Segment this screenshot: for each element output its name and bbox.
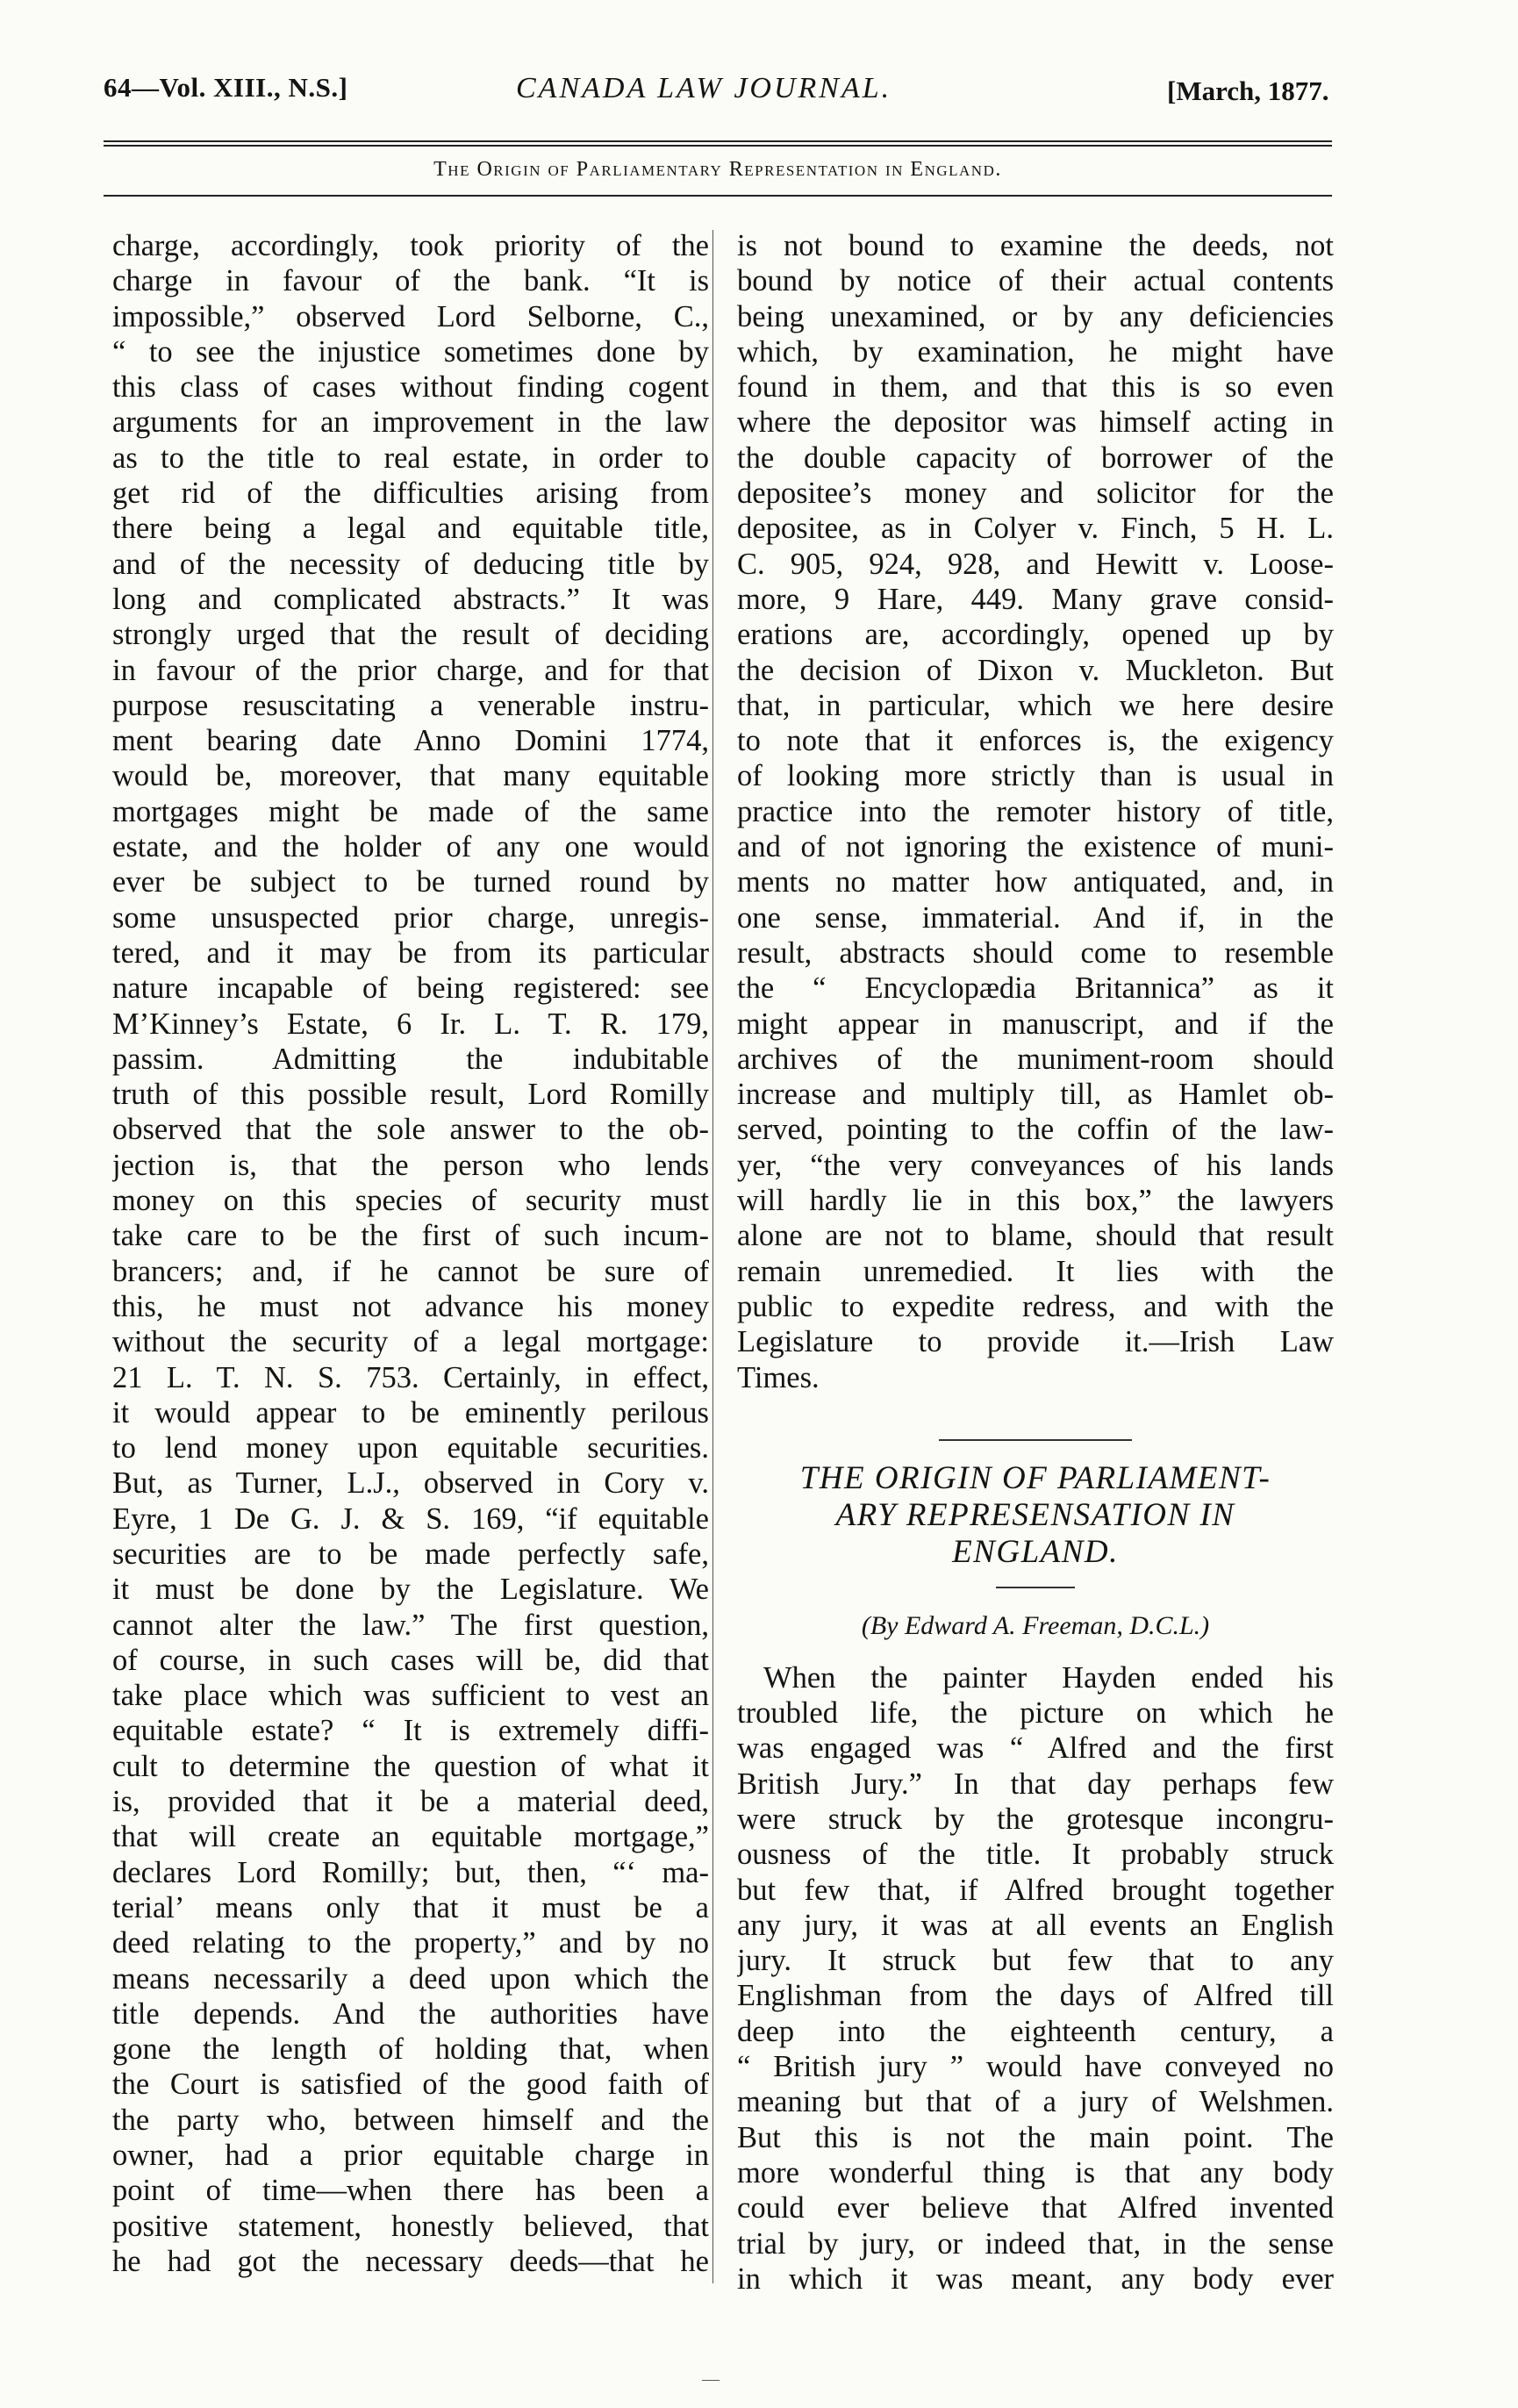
text-line: trial by jury, or indeed that, in the sense: [737, 2226, 1334, 2261]
text-line: “ British jury ” would have conveyed no: [737, 2050, 1334, 2084]
page-header: [104, 63, 1332, 116]
right-column: [737, 228, 1334, 2297]
issue-date: [March, 1877.: [1167, 75, 1329, 106]
text-line: that will create an equitable mortgage,”: [112, 1820, 709, 1854]
text-line: British Jury.” In that day perhaps few: [737, 1767, 1334, 1801]
text-line: as to the title to real estate, in order to: [112, 441, 709, 475]
text-line: some unsuspected prior charge, unregis-: [112, 900, 709, 935]
text-line: remain unremedied. It lies with the: [737, 1254, 1334, 1288]
text-line: one sense, immaterial. And if, in the: [737, 900, 1334, 935]
text-line: M’Kinney’s Estate, 6 Ir. L. T. R. 179,: [112, 1007, 709, 1041]
column-divider: [712, 230, 713, 2283]
text-line: mortgages might be made of the same: [112, 794, 709, 828]
text-line: point of time—when there has been a: [112, 2174, 709, 2208]
text-line: estate, and the holder of any one would: [112, 830, 709, 864]
text-line: might appear in manuscript, and if the: [737, 1007, 1334, 1041]
text-line: cult to determine the question of what it: [112, 1749, 709, 1783]
article-title-line: ARY REPRESENSATION IN: [835, 1496, 1235, 1533]
article-separator: [939, 1439, 1132, 1441]
text-line: C. 905, 924, 928, and Hewitt v. Loose-: [737, 547, 1334, 581]
text-line: was engaged was “ Alfred and the first: [737, 1731, 1334, 1766]
text-line: Eyre, 1 De G. J. & S. 169, “if equitable: [112, 1501, 709, 1536]
text-line: Legislature to provide it.—Irish Law: [737, 1325, 1334, 1359]
text-line: where the depositor was himself acting in: [737, 405, 1334, 440]
text-line: But this is not the main point. The: [737, 2120, 1334, 2154]
article-byline: (By Edward A. Freeman, D.C.L.): [861, 1610, 1210, 1640]
text-line: declares Lord Romilly; but, then, “‘ ma-: [112, 1855, 709, 1889]
text-line: archives of the muniment-room should: [737, 1042, 1334, 1076]
text-line: terial’ means only that it must be a: [112, 1890, 709, 1924]
header-rule-double: [104, 145, 1332, 147]
text-line: were struck by the grotesque incongru-: [737, 1802, 1334, 1836]
text-line: to note that it enforces is, the exigency: [737, 724, 1334, 758]
text-line: erations are, accordingly, opened up by: [737, 618, 1334, 652]
text-line: means necessarily a deed upon which the: [112, 1961, 709, 1996]
text-line: meaning but that of a jury of Welshmen.: [737, 2085, 1334, 2119]
text-line: Englishman from the days of Alfred till: [737, 1979, 1334, 2013]
text-line: owner, had a prior equitable charge in: [112, 2139, 709, 2173]
text-line: there being a legal and equitable title,: [112, 512, 709, 546]
text-line: charge in favour of the bank. “It is: [112, 264, 709, 298]
text-line: take place which was sufficient to vest an: [112, 1679, 709, 1713]
text-line: is, provided that it be a material deed,: [112, 1785, 709, 1819]
text-line: will hardly lie in this box,” the lawyers: [737, 1184, 1334, 1218]
article-title: [737, 1460, 1334, 1571]
title-rule: [996, 1587, 1075, 1588]
text-line: that, in particular, which we here desire: [737, 688, 1334, 722]
text-line: passim. Admitting the indubitable: [112, 1042, 709, 1076]
text-line: result, abstracts should come to resemble: [737, 935, 1334, 970]
text-line: deed relating to the property,” and by no: [112, 1926, 709, 1960]
text-line: charge, accordingly, took priority of the: [112, 229, 709, 262]
article-body: [737, 1660, 1334, 2297]
volume-number: 64—Vol. XIII., N.S.]: [104, 72, 348, 103]
text-line: it must be done by the Legislature. We: [112, 1573, 709, 1607]
text-line: jection is, that the person who lends: [112, 1148, 709, 1182]
header-rule-bottom: [104, 195, 1332, 197]
text-line: ments no matter how antiquated, and, in: [737, 865, 1334, 899]
text-line: get rid of the difficulties arising from: [112, 477, 709, 511]
text-line: this class of cases without finding cogent: [112, 370, 709, 405]
text-line: But, as Turner, L.J., observed in Cory v.: [112, 1466, 709, 1501]
text-line: brancers; and, if he cannot be sure of: [112, 1254, 709, 1288]
text-line: public to expedite redress, and with the: [737, 1289, 1334, 1323]
text-line: the “ Encyclopædia Britannica” as it: [737, 971, 1334, 1006]
text-line: 21 L. T. N. S. 753. Certainly, in effect,: [112, 1360, 709, 1394]
text-line: securities are to be made perfectly safe,: [112, 1537, 709, 1571]
text-line: and of not ignoring the existence of muni-: [737, 830, 1334, 864]
text-line: but few that, if Alfred brought together: [737, 1873, 1334, 1907]
text-line: Times.: [737, 1360, 820, 1394]
text-line: truth of this possible result, Lord Romilly: [112, 1078, 709, 1112]
text-line: bound by notice of their actual contents: [737, 264, 1334, 298]
text-line: the double capacity of borrower of the: [737, 441, 1334, 475]
text-line: found in them, and that this is so even: [737, 370, 1334, 405]
text-line: he had got the necessary deeds—that he: [112, 2244, 709, 2278]
text-line: more wonderful thing is that any body: [737, 2155, 1334, 2189]
text-line: gone the length of holding that, when: [112, 2032, 709, 2067]
text-line: being unexamined, or by any deficiencies: [737, 299, 1334, 333]
page-mark: —: [702, 2369, 720, 2389]
text-line: of looking more strictly than is usual in: [737, 759, 1334, 793]
text-line: When the painter Hayden ended his: [763, 1660, 1334, 1695]
text-line: which, by examination, he might have: [737, 334, 1334, 369]
text-line: deep into the eighteenth century, a: [737, 2014, 1334, 2048]
text-line: it would appear to be eminently perilous: [112, 1395, 709, 1430]
text-line: served, pointing to the coffin of the law-: [737, 1113, 1334, 1147]
text-line: positive statement, honestly believed, that: [112, 2209, 709, 2243]
text-line: depositee’s money and solicitor for the: [737, 477, 1334, 511]
text-line: without the security of a legal mortgage:: [112, 1325, 709, 1359]
text-line: any jury, it was at all events an English: [737, 1908, 1334, 1942]
text-line: to lend money upon equitable securities.: [112, 1431, 709, 1466]
text-line: ment bearing date Anno Domini 1774,: [112, 724, 709, 758]
text-line: purpose resuscitating a venerable instru-: [112, 688, 709, 722]
text-line: strongly urged that the result of deciding: [112, 618, 709, 652]
running-title: The Origin of Parliamentary Representation in England.: [433, 158, 1002, 181]
text-line: long and complicated abstracts.” It was: [112, 582, 709, 616]
text-line: in favour of the prior charge, and for that: [112, 653, 709, 687]
text-line: arguments for an improvement in the law: [112, 405, 709, 440]
text-line: practice into the remoter history of title,: [737, 794, 1334, 828]
text-line: troubled life, the picture on which he: [737, 1696, 1334, 1731]
text-line: of course, in such cases will be, did that: [112, 1643, 709, 1677]
text-line: the party who, between himself and the: [112, 2103, 709, 2137]
text-line: equitable estate? “ It is extremely diffi-: [112, 1714, 709, 1748]
text-line: tered, and it may be from its particular: [112, 935, 709, 970]
header-rule-top: [104, 140, 1332, 142]
text-line: “ to see the injustice sometimes done by: [112, 334, 709, 369]
text-line: impossible,” observed Lord Selborne, C.,: [112, 299, 709, 333]
journal-title: CANADA LAW JOURNAL.: [516, 72, 892, 104]
text-line: cannot alter the law.” The first question,: [112, 1608, 709, 1642]
text-line: in which it was meant, any body ever: [737, 2261, 1334, 2296]
text-line: money on this species of security must: [112, 1184, 709, 1218]
text-line: depositee, as in Colyer v. Finch, 5 H. L.: [737, 512, 1334, 546]
text-line: would be, moreover, that many equitable: [112, 759, 709, 793]
previous-article-end: [737, 228, 1334, 1395]
text-line: this, he must not advance his money: [112, 1289, 709, 1323]
text-line: title depends. And the authorities have: [112, 1996, 709, 2031]
text-line: ousness of the title. It probably struck: [737, 1838, 1334, 1872]
text-line: could ever believe that Alfred invented: [737, 2191, 1334, 2225]
text-line: nature incapable of being registered: see: [112, 971, 709, 1006]
text-line: increase and multiply till, as Hamlet ob-: [737, 1078, 1334, 1112]
article-title-line: THE ORIGIN OF PARLIAMENT-: [799, 1459, 1271, 1496]
left-column: [112, 228, 709, 2279]
text-line: alone are not to blame, should that result: [737, 1219, 1334, 1253]
article-title-line: ENGLAND.: [952, 1533, 1119, 1570]
text-line: yer, “the very conveyances of his lands: [737, 1148, 1334, 1182]
text-line: is not bound to examine the deeds, not: [737, 229, 1334, 262]
text-line: ever be subject to be turned round by: [112, 865, 709, 899]
text-line: the decision of Dixon v. Muckleton. But: [737, 653, 1334, 687]
text-line: take care to be the first of such incum-: [112, 1219, 709, 1253]
text-line: and of the necessity of deducing title by: [112, 547, 709, 581]
text-line: jury. It struck but few that to any: [737, 1944, 1334, 1978]
text-line: observed that the sole answer to the ob-: [112, 1113, 709, 1147]
text-line: the Court is satisfied of the good faith of: [112, 2068, 709, 2102]
text-line: more, 9 Hare, 449. Many grave consid-: [737, 582, 1334, 616]
